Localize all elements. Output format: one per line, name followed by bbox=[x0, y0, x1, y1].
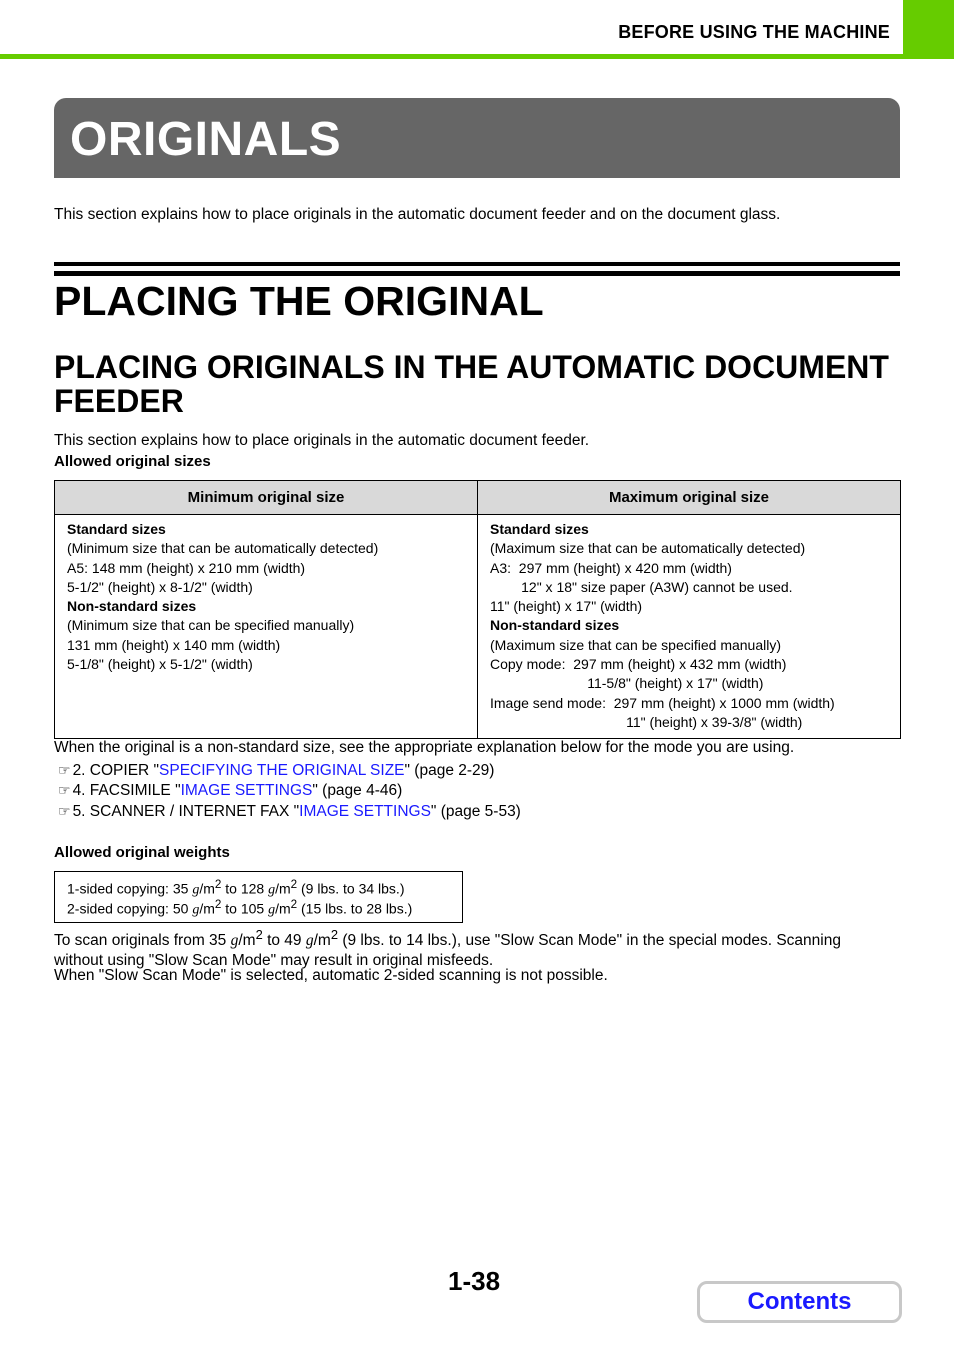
intro-paragraph: This section explains how to place originals in the automatic document feeder and on the document glass. bbox=[54, 206, 781, 223]
heading-rule-top bbox=[54, 262, 900, 266]
header-green-rule bbox=[0, 54, 903, 59]
reference-scanner: ☞ 5. SCANNER / INTERNET FAX "IMAGE SETTINGS" (page 5-53) bbox=[58, 803, 521, 820]
link-specifying-original-size[interactable]: SPECIFYING THE ORIGINAL SIZE bbox=[159, 762, 405, 779]
header-max-size: Maximum original size bbox=[478, 481, 901, 515]
original-sizes-table bbox=[54, 480, 901, 739]
adf-intro: This section explains how to place originals in the automatic document feeder. bbox=[54, 432, 590, 449]
chapter-title: ORIGINALS bbox=[70, 113, 342, 166]
original-weights-box bbox=[54, 871, 463, 923]
section-header: BEFORE USING THE MACHINE bbox=[618, 22, 890, 42]
max-line: Image send mode: 297 mm (height) x 1000 mm (width) bbox=[490, 694, 835, 711]
contents-button[interactable]: Contents bbox=[697, 1281, 902, 1323]
max-line: 12" x 18" size paper (A3W) cannot be used. bbox=[490, 578, 793, 595]
weight-line-2sided: 2-sided copying: 50 $g/m^2$ to 105 $g/m^2$ (15 lbs. to 28 lbs.) bbox=[67, 898, 413, 918]
nonstandard-note: When the original is a non-standard size, see the appropriate explanation below for the mode you are using. bbox=[54, 739, 795, 756]
main-heading: PLACING THE ORIGINAL bbox=[54, 278, 544, 324]
heading-rule-bottom bbox=[54, 271, 900, 276]
pointing-hand-icon: ☞ bbox=[58, 762, 71, 778]
max-line: A3: 297 mm (height) x 420 mm (width) bbox=[490, 559, 732, 576]
min-line: 5-1/8" (height) x 5-1/2" (width) bbox=[67, 656, 253, 673]
weights-label: Allowed original weights bbox=[54, 844, 230, 861]
max-line: Copy mode: 297 mm (height) x 432 mm (width) bbox=[490, 656, 787, 673]
reference-copier: ☞ 2. COPIER "SPECIFYING THE ORIGINAL SIZE" (page 2-29) bbox=[58, 762, 495, 779]
max-line: 11" (height) x 17" (width) bbox=[490, 598, 643, 615]
min-standard-title: Standard sizes bbox=[67, 521, 166, 537]
min-nonstandard-title: Non-standard sizes bbox=[67, 598, 197, 615]
min-line: (Minimum size that can be automatically detected) bbox=[67, 540, 379, 557]
min-size-cell bbox=[55, 515, 478, 739]
min-line: A5: 148 mm (height) x 210 mm (width) bbox=[67, 559, 306, 576]
slow-scan-note: When "Slow Scan Mode" is selected, automatic 2-sided scanning is not possible. bbox=[54, 967, 608, 984]
table-row bbox=[55, 515, 901, 739]
max-nonstandard-title: Non-standard sizes bbox=[490, 617, 620, 634]
header-green-tab bbox=[903, 0, 954, 59]
link-image-settings-fax[interactable]: IMAGE SETTINGS bbox=[180, 782, 313, 799]
min-line: 5-1/2" (height) x 8-1/2" (width) bbox=[67, 578, 253, 595]
reference-facsimile: ☞ 4. FACSIMILE "IMAGE SETTINGS" (page 4-46) bbox=[58, 782, 403, 799]
max-line: 11" (height) x 39-3/8" (width) bbox=[490, 713, 803, 730]
pointing-hand-icon: ☞ bbox=[58, 782, 71, 798]
sub-heading: PLACING ORIGINALS IN THE AUTOMATIC DOCUMENT FEEDER bbox=[54, 349, 889, 419]
slow-scan-paragraph: To scan originals from 35 $g/m^2$ to 49 $g/m^2$ (9 lbs. to 14 lbs.), use "Slow Scan Mode" in the special modes. Scanning without using "Slow Scan Mode" may result in original misfeeds. bbox=[54, 927, 841, 970]
weight-line-1sided: 1-sided copying: 35 $g/m^2$ to 128 $g/m^2$ (9 lbs. to 34 lbs.) bbox=[67, 878, 405, 898]
page-number: 1-38 bbox=[448, 1266, 501, 1296]
min-line: 131 mm (height) x 140 mm (width) bbox=[67, 636, 281, 653]
max-line: (Maximum size that can be automatically detected) bbox=[490, 540, 806, 557]
pointing-hand-icon: ☞ bbox=[58, 803, 71, 819]
chapter-banner bbox=[54, 98, 900, 178]
link-image-settings-scanner[interactable]: IMAGE SETTINGS bbox=[299, 803, 431, 820]
max-standard-title: Standard sizes bbox=[490, 521, 589, 537]
header-min-size: Minimum original size bbox=[55, 481, 478, 515]
min-line: (Minimum size that can be specified manually) bbox=[67, 617, 355, 634]
sizes-label: Allowed original sizes bbox=[54, 453, 211, 470]
max-line: (Maximum size that can be specified manually) bbox=[490, 636, 782, 653]
max-size-cell bbox=[478, 515, 901, 739]
table-header-row bbox=[55, 481, 901, 515]
max-line: 11-5/8" (height) x 17" (width) bbox=[490, 675, 764, 692]
